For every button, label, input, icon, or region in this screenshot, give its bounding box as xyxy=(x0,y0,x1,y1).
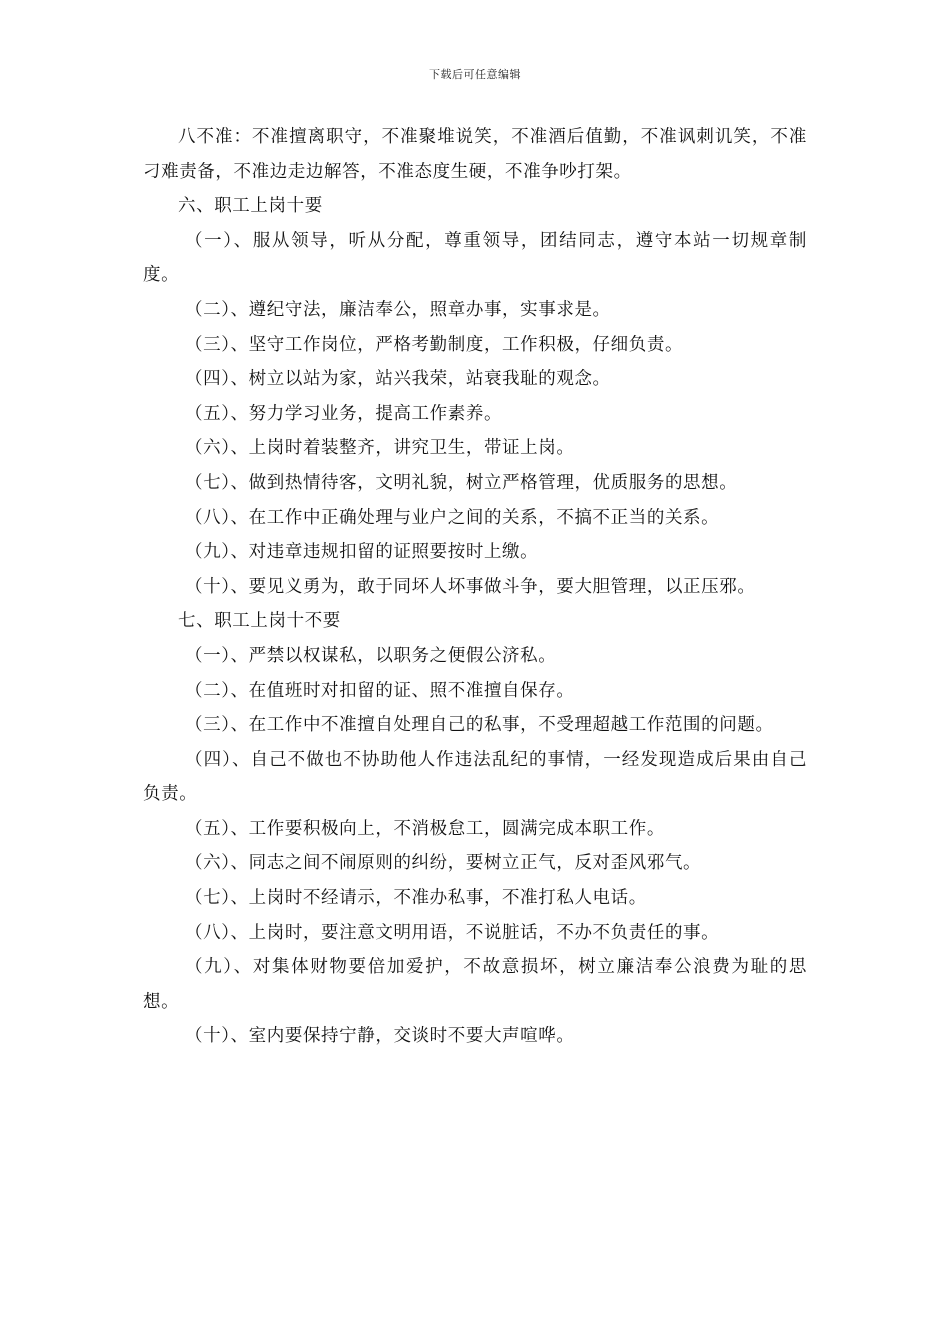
list-item: （三）、坚守工作岗位，严格考勤制度，工作积极，仔细负责。 xyxy=(185,334,684,355)
list-item: （七）、做到热情待客，文明礼貌，树立严格管理，优质服务的思想。 xyxy=(185,472,738,493)
list-item: （八）、上岗时，要注意文明用语，不说脏话，不办不负责任的事。 xyxy=(185,922,720,943)
list-item: （七）、上岗时不经请示，不准办私事，不准打私人电话。 xyxy=(185,888,647,909)
list-item: （一）、严禁以权谋私，以职务之便假公济私。 xyxy=(185,645,557,666)
list-item: （五）、工作要积极向上，不消极怠工，圆满完成本职工作。 xyxy=(185,818,665,839)
list-item: （六）、上岗时着装整齐，讲究卫生，带证上岗。 xyxy=(185,438,575,459)
list-item: （五）、努力学习业务，提高工作素养。 xyxy=(185,403,503,424)
list-item: （三）、在工作中不准擅自处理自己的私事，不受理超越工作范围的问题。 xyxy=(185,715,774,736)
list-item: （八）、在工作中正确处理与业户之间的关系，不搞不正当的关系。 xyxy=(185,507,720,528)
list-item: （九）、对集体财物要倍加爱护，不故意损坏，树立廉洁奉公浪费为耻的思想。 xyxy=(143,957,807,1012)
paragraph-eight-prohibitions: 八不准：不准擅离职守，不准聚堆说笑，不准酒后值勤，不准讽刺讥笑，不准刁难责备，不准边走边解答，不准态度生硬，不准争吵打架。 xyxy=(143,127,807,182)
list-item: （十）、室内要保持宁静，交谈时不要大声喧哗。 xyxy=(185,1026,575,1047)
header-note: 下载后可任意编辑 xyxy=(429,68,521,81)
list-item: （二）、在值班时对扣留的证、照不准擅自保存。 xyxy=(185,680,575,701)
list-item: （十）、要见义勇为，敢于同坏人坏事做斗争，要大胆管理，以正压邪。 xyxy=(185,576,756,597)
list-item: （四）、树立以站为家，站兴我荣，站衰我耻的观念。 xyxy=(185,369,611,390)
section-heading-seven: 七、职工上岗十不要 xyxy=(178,611,341,632)
section-heading-six: 六、职工上岗十要 xyxy=(178,196,323,217)
list-item: （六）、同志之间不闹原则的纠纷，要树立正气，反对歪风邪气。 xyxy=(185,853,702,874)
document-body xyxy=(143,120,807,1054)
list-item: （二）、遵纪守法，廉洁奉公，照章办事，实事求是。 xyxy=(185,299,611,320)
list-item: （一）、服从领导，听从分配，尊重领导，团结同志，遵守本站一切规章制度。 xyxy=(143,230,807,286)
list-item: （九）、对违章违规扣留的证照要按时上缴。 xyxy=(185,542,539,563)
list-item: （四）、自己不做也不协助他人作违法乱纪的事情，一经发现造成后果由自己负责。 xyxy=(143,749,807,805)
